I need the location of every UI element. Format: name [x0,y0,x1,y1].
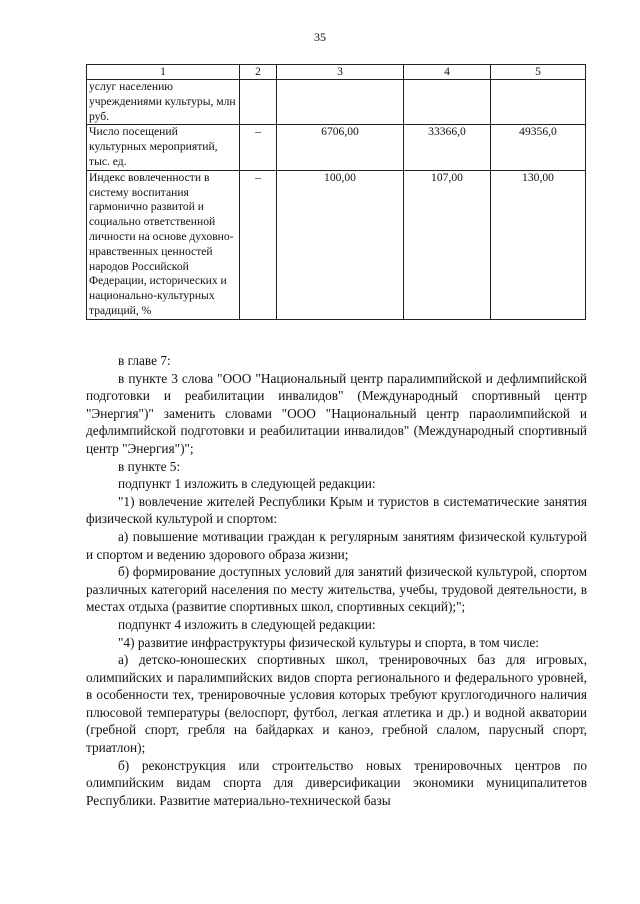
table-cell: 33366,0 [404,125,491,170]
page-number: 35 [314,30,326,44]
paragraph: в пункте 5: [118,458,181,474]
paragraph: подпункт 4 изложить в следующей редакции: [118,616,376,632]
header-cell: 1 [87,65,240,80]
document-body [86,352,587,809]
table-header-row [87,65,586,80]
header-cell: 4 [404,65,491,80]
table-cell: 49356,0 [491,125,586,170]
table-cell: – [240,170,277,319]
table-row [87,80,586,125]
table-cell: 100,00 [277,170,404,319]
paragraph: "4) развитие инфраструктуры физической культуры и спорта, в том числе: [118,634,539,650]
paragraph: а) повышение мотивации граждан к регулярным занятиям физической культурой и спортом и ведению здорового образа жизни; [86,528,587,562]
table-cell: – [240,125,277,170]
paragraph: подпункт 1 изложить в следующей редакции: [118,476,376,492]
paragraph: в пункте 3 слова "ООО "Национальный центр паралимпийской и дефлимпийской подготовки и реабилитации инвалидов" (Международный спортивный центр "Энергия")" заменить словами "ООО "Национальный центр параолимпийской и дефлимпийской подготовки и реабилитации инвалидов" (Международный спортивный центр "Энергия")"; [86,370,587,456]
header-cell: 5 [491,65,586,80]
header-cell: 2 [240,65,277,80]
paragraph: а) детско-юношеских спортивных школ, тренировочных баз для игровых, олимпийских и паралимпийских видов спорта регионального и федерального уровней, в особенности тех, тренировочные условия которых требуют круглогодичного наличия плюсовой температуры (велоспорт, футбол, легкая атлетика и др.) и водной акватории (гребной спорт, гребля на байдарках и каноэ, гребной слалом, парусный спорт, триатлон); [86,652,587,756]
table-row [87,170,586,319]
paragraph: "1) вовлечение жителей Республики Крым и туристов в систематические занятия физической культурой и спортом: [86,493,587,527]
table-row [87,125,586,170]
table-cell [404,80,491,125]
table-cell: 107,00 [404,170,491,319]
table-cell: 130,00 [491,170,586,319]
table-cell [277,80,404,125]
paragraph: б) реконструкция или строительство новых тренировочных центров по олимпийским видам спорта для диверсификации экономики муниципалитетов Республики. Развитие материально-технической базы [86,757,587,808]
paragraph: в главе 7: [118,353,171,368]
indicators-table [86,64,586,320]
table-cell: 6706,00 [277,125,404,170]
header-cell: 3 [277,65,404,80]
table-cell [491,80,586,125]
indicator-name-cell: Число посещений культурных мероприятий, тыс. ед. [87,125,240,170]
indicator-name-cell: Индекс вовлеченности в систему воспитания гармонично развитой и социально ответственной личности на основе духовно-нравственных ценностей народов Российской Федерации, исторических и национально-культурных традиций, % [87,170,240,319]
paragraph: б) формирование доступных условий для занятий физической культурой, спортом различных категорий населения по месту жительства, учебы, трудовой деятельности, в местах отдыха (развитие спортивных школ, спортивных секций);"; [86,564,587,615]
indicator-name-cell: услуг населению учреждениями культуры, млн руб. [87,80,240,125]
table-cell [240,80,277,125]
